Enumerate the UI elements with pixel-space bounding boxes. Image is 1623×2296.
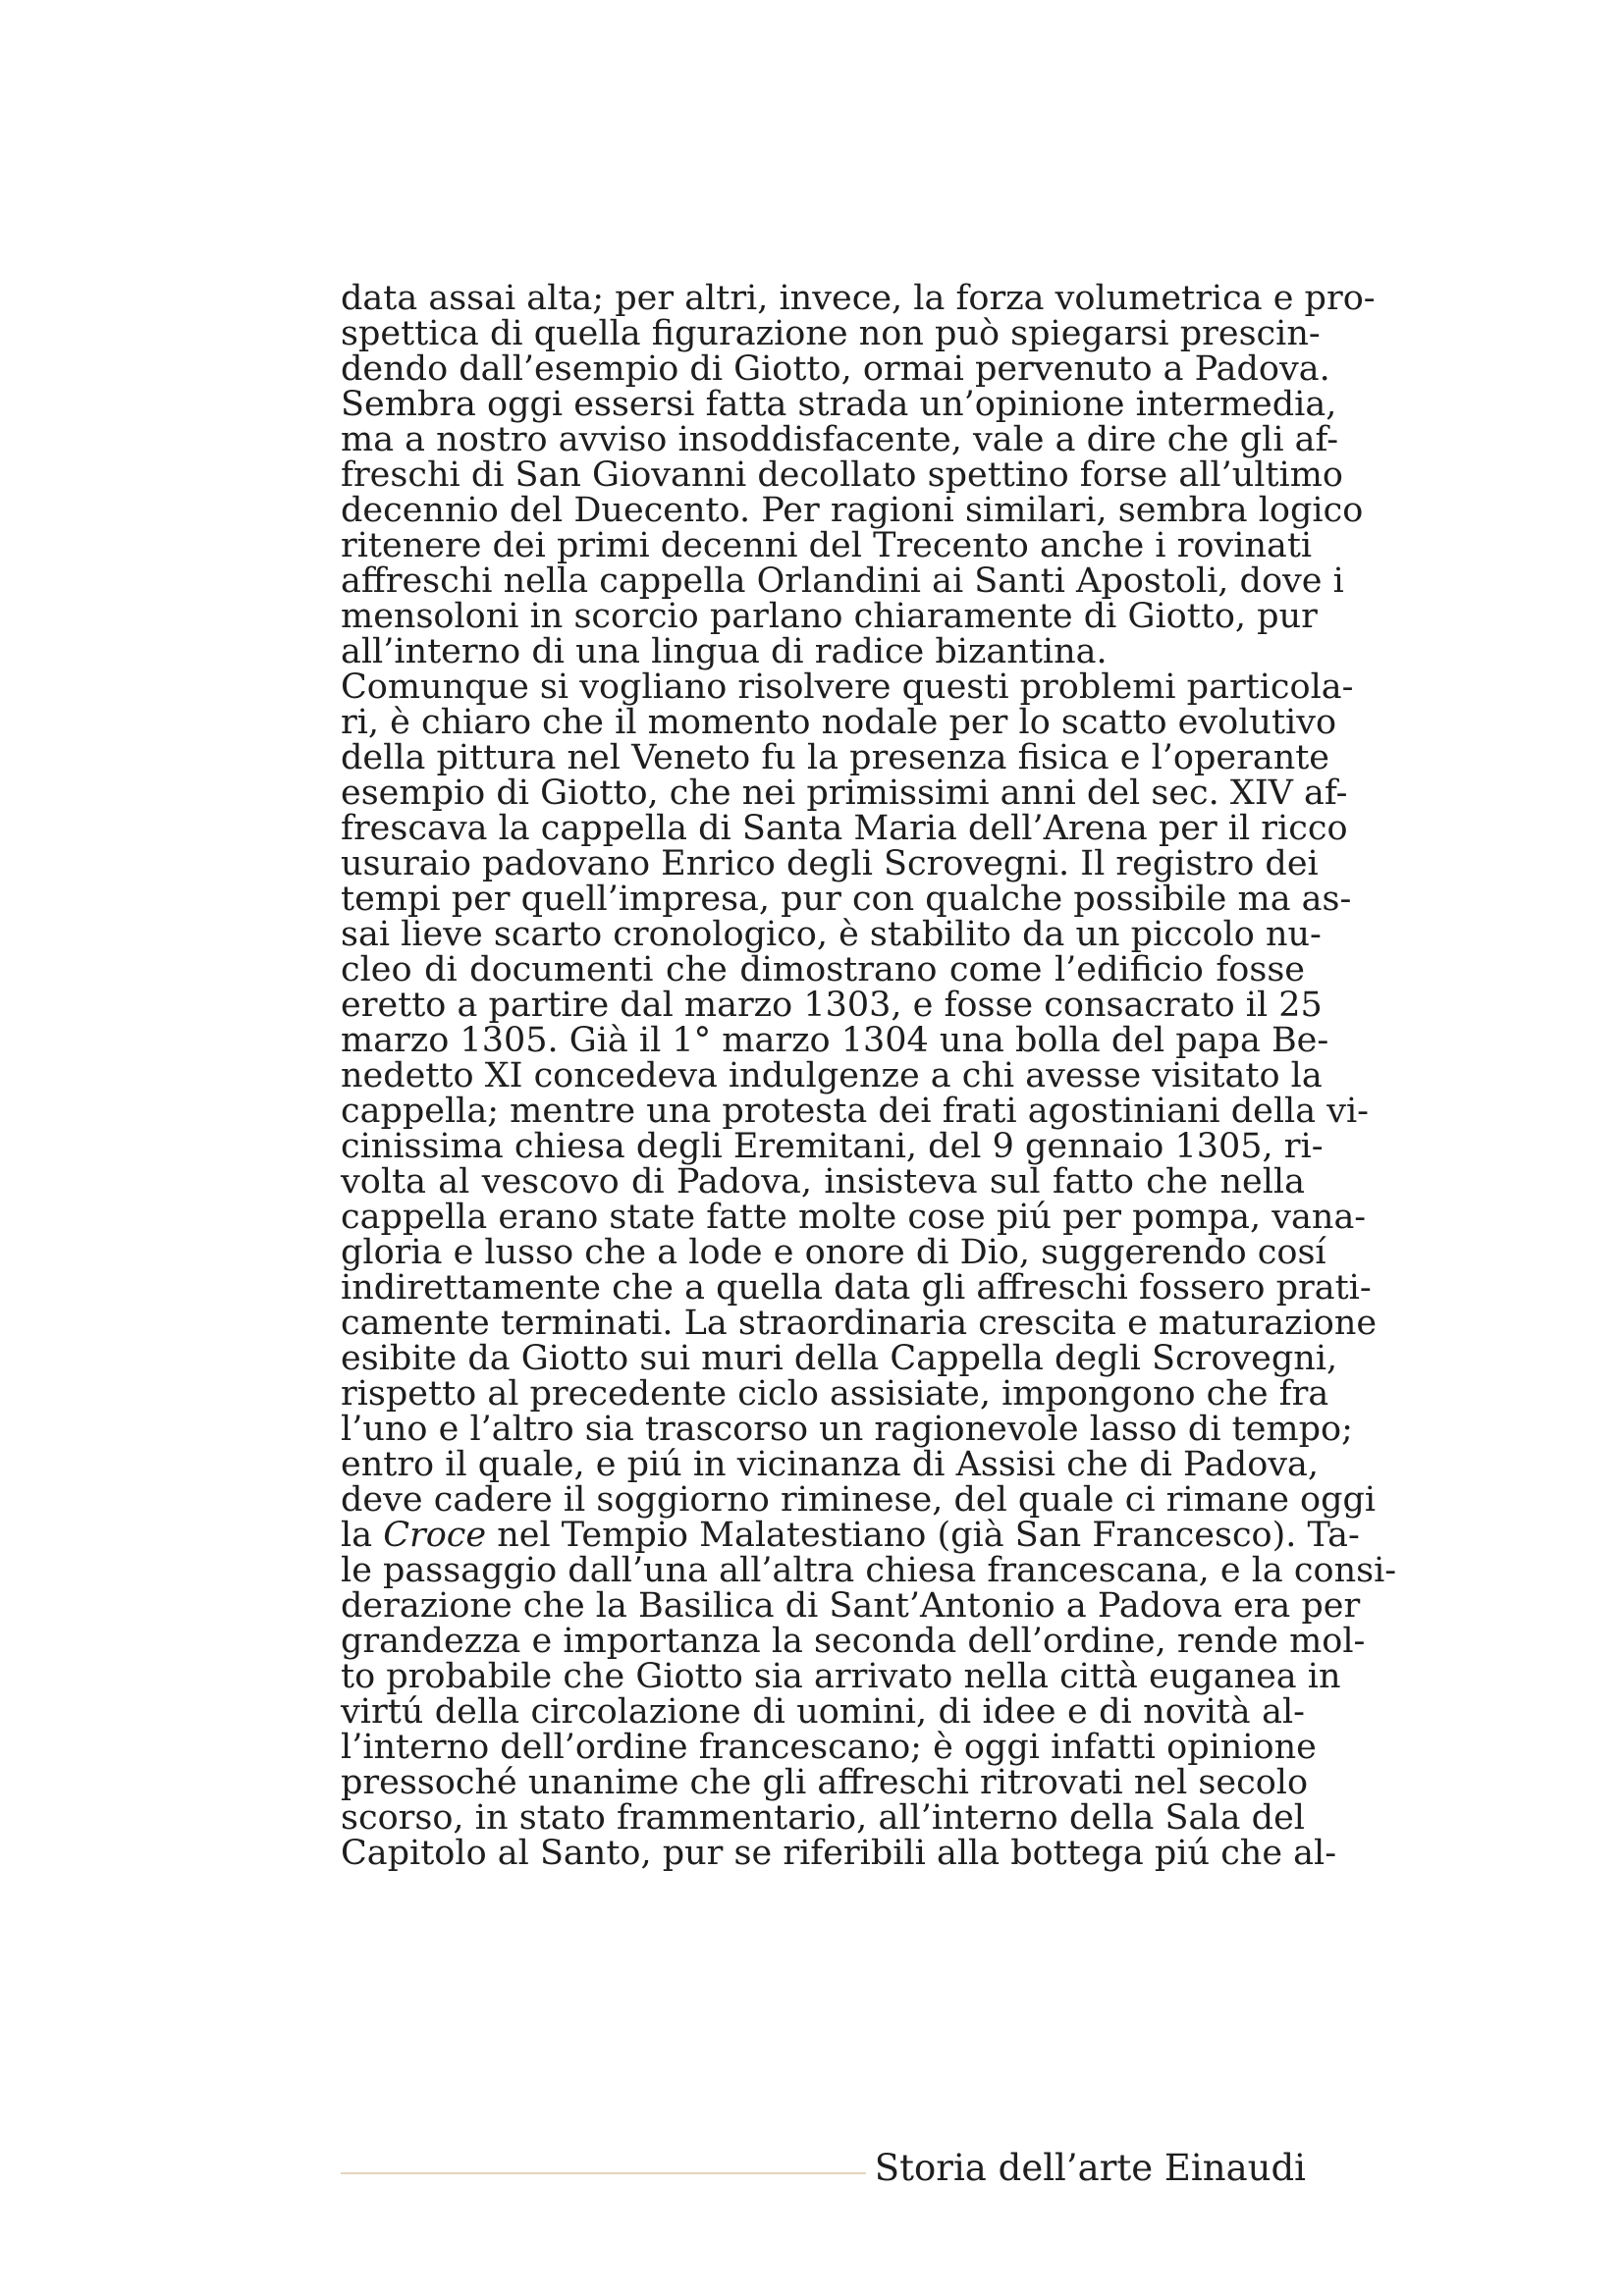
text-line: all’interno di una lingua di radice bizantina. bbox=[341, 632, 1108, 671]
footer-rule bbox=[341, 2172, 866, 2174]
text-line: cinissima chiesa degli Eremitani, del 9 gennaio 1305, ri- bbox=[341, 1127, 1324, 1166]
text-line: l’uno e l’altro sia trascorso un ragionevole lasso di tempo; bbox=[341, 1410, 1353, 1449]
text-line: nedetto XI concedeva indulgenze a chi avesse visitato la bbox=[341, 1056, 1323, 1095]
text-line: rispetto al precedente ciclo assisiate, impongono che fra bbox=[341, 1374, 1329, 1414]
text-line: affreschi nella cappella Orlandini ai Santi Apostoli, dove i bbox=[341, 561, 1344, 601]
text-line: camente terminati. La straordinaria crescita e maturazione bbox=[341, 1304, 1378, 1343]
text-line: mensoloni in scorcio parlano chiaramente di Giotto, pur bbox=[341, 597, 1318, 636]
text-line: esempio di Giotto, che nei primissimi anni del sec. XIV af- bbox=[341, 774, 1348, 813]
text-line: la Croce nel Tempio Malatestiano (già San Francesco). Ta- bbox=[341, 1516, 1360, 1555]
text-line: pressoché unanime che gli affreschi ritrovati nel secolo bbox=[341, 1763, 1309, 1802]
text-line: derazione che la Basilica di Sant’Antonio a Padova era per bbox=[341, 1586, 1361, 1626]
text-line: grandezza e importanza la seconda dell’ordine, rende mol- bbox=[341, 1622, 1366, 1661]
text-line: indirettamente che a quella data gli affreschi fossero prati- bbox=[341, 1268, 1372, 1308]
text-line: frescava la cappella di Santa Maria dell’Arena per il ricco bbox=[341, 809, 1348, 848]
text-line: cappella erano state fatte molte cose piú per pompa, vana- bbox=[341, 1198, 1367, 1237]
text-line: deve cadere il soggiorno riminese, del quale ci rimane oggi bbox=[341, 1480, 1377, 1520]
text-line: gloria e lusso che a lode e onore di Dio, suggerendo cosí bbox=[341, 1233, 1326, 1272]
text-line: della pittura nel Veneto fu la presenza fisica e l’operante bbox=[341, 738, 1330, 777]
text-line: Sembra oggi essersi fatta strada un’opinione intermedia, bbox=[341, 385, 1337, 424]
text-line: dendo dall’esempio di Giotto, ormai pervenuto a Padova. bbox=[341, 349, 1330, 389]
body-text bbox=[341, 279, 1397, 1873]
text-line: cleo di documenti che dimostrano come l’edificio fosse bbox=[341, 950, 1305, 989]
text-line: scorso, in stato frammentario, all’interno della Sala del bbox=[341, 1798, 1305, 1838]
text-line: entro il quale, e piú in vicinanza di Assisi che di Padova, bbox=[341, 1445, 1320, 1484]
text-line: spettica di quella figurazione non può spiegarsi prescin- bbox=[341, 314, 1321, 353]
text-line: ritenere dei primi decenni del Trecento anche i rovinati bbox=[341, 526, 1313, 565]
text-line: ma a nostro avviso insoddisfacente, vale a dire che gli af- bbox=[341, 420, 1339, 459]
text-line: tempi per quell’impresa, pur con qualche possibile ma as- bbox=[341, 880, 1352, 919]
text-line: eretto a partire dal marzo 1303, e fosse consacrato il 25 bbox=[341, 986, 1323, 1025]
text-line: usuraio padovano Enrico degli Scrovegni. Il registro dei bbox=[341, 844, 1319, 883]
text-line: virtú della circolazione di uomini, di idee e di novità al- bbox=[341, 1692, 1305, 1732]
text-line: ri, è chiaro che il momento nodale per lo scatto evolutivo bbox=[341, 703, 1337, 742]
text-line: marzo 1305. Già il 1° marzo 1304 una bolla del papa Be- bbox=[341, 1021, 1329, 1060]
text-line: sai lieve scarto cronologico, è stabilito da un piccolo nu- bbox=[341, 915, 1322, 954]
text-line: cappella; mentre una protesta dei frati agostiniani della vi- bbox=[341, 1092, 1370, 1131]
footer-title: Storia dell’arte Einaudi bbox=[874, 2147, 1306, 2189]
italic-title: Croce bbox=[383, 1516, 487, 1555]
text-line: data assai alta; per altri, invece, la forza volumetrica e pro- bbox=[341, 279, 1376, 318]
text-line: l’interno dell’ordine francescano; è oggi infatti opinione bbox=[341, 1728, 1317, 1767]
text-line: Comunque si vogliano risolvere questi problemi particola- bbox=[341, 667, 1354, 707]
text-line: decennio del Duecento. Per ragioni similari, sembra logico bbox=[341, 491, 1364, 530]
text-line: le passaggio dall’una all’altra chiesa francescana, e la consi- bbox=[341, 1551, 1397, 1590]
text-line: Capitolo al Santo, pur se riferibili alla bottega piú che al- bbox=[341, 1834, 1337, 1873]
text-line: to probabile che Giotto sia arrivato nella città euganea in bbox=[341, 1657, 1341, 1696]
text-line: volta al vescovo di Padova, insisteva sul fatto che nella bbox=[341, 1162, 1305, 1201]
text-line: esibite da Giotto sui muri della Cappella degli Scrovegni, bbox=[341, 1339, 1338, 1378]
text-line: freschi di San Giovanni decollato spettino forse all’ultimo bbox=[341, 455, 1343, 495]
